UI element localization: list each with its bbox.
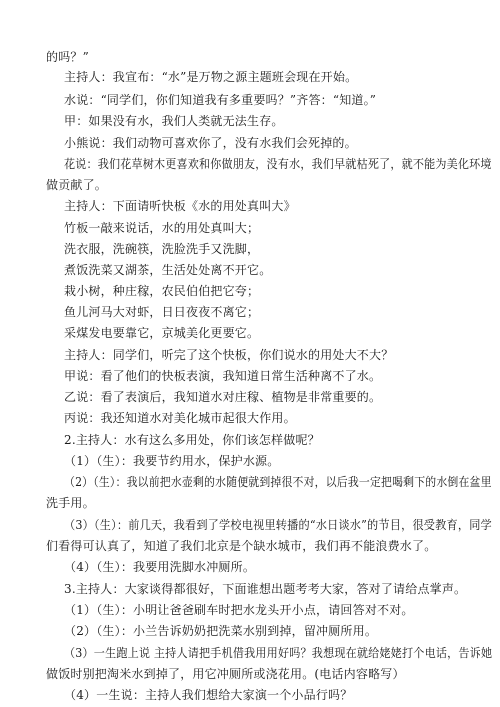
text-line: 2.主持人：水有这么多用处，你们该怎样做呢？ xyxy=(64,433,320,447)
text-line: （3）（生）：前几天，我看到了学校电视里转播的“水日谈水”的节目，很受教育，同学 xyxy=(64,518,492,532)
text-line: 的吗？” xyxy=(46,50,89,64)
text-line: 丙说：我还知道水对美化城市起很大作用。 xyxy=(64,411,296,425)
text-line: （3）一生跑上说 主持人请把手机借我用用好吗？我想现在就给姥姥打个电话，告诉她 xyxy=(64,646,493,660)
text-line: 栽小树，种庄稼，农民伯伯把它夸； xyxy=(64,284,260,298)
text-line: 洗手用。 xyxy=(46,496,95,510)
text-line: 小熊说：我们动物可喜欢你了，没有水我们会死掉的。 xyxy=(64,136,357,150)
text-line: 采煤发电要靠它，京城美化更要它。 xyxy=(64,326,260,340)
text-line: （4）（生）：我要用洗脚水冲厕所。 xyxy=(64,560,256,574)
text-line: 主持人：同学们，听完了这个快板，你们说水的用处大不大？ xyxy=(64,348,394,362)
text-line: 主持人：下面请听快板《水的用处真叫大》 xyxy=(64,199,296,213)
text-line: 竹板一敲来说话，水的用处真叫大； xyxy=(64,221,260,235)
text-line: 花说：我们花草树木更喜欢和你做朋友，没有水，我们早就枯死了，就不能为美化环境 xyxy=(64,157,492,171)
text-line: （1）（生）：小明让爸爸刷车时把水龙头开小点，请回答对不对。 xyxy=(64,603,414,617)
text-line: （2）（生）：小兰告诉奶奶把洗菜水别到掉，留冲厕所用。 xyxy=(64,624,378,638)
text-line: 甲说：看了他们的快板表演，我知道日常生活种离不了水。 xyxy=(64,369,382,383)
text-line: 们看得可认真了，知道了我们北京是个缺水城市，我们再不能浪费水了。 xyxy=(46,539,437,553)
text-line: 乙说：看了表演后，我知道水对庄稼、植物是非常重要的。 xyxy=(64,390,382,404)
text-line: 做贡献了。 xyxy=(46,178,108,192)
text-line: 水说：“同学们，你们知道我有多重要吗？”齐答：“知道。” xyxy=(64,93,377,107)
text-line: 做饭时别把淘米水到掉了，用它冲厕所或浇花用。(电话内容略写） xyxy=(46,667,405,681)
text-line: 甲：如果没有水，我们人类就无法生存。 xyxy=(64,114,284,128)
text-line: 洗衣服，洗碗筷，洗脸洗手又洗脚， xyxy=(64,242,260,256)
text-line: 煮饭洗菜又湖茶，生活处处离不开它。 xyxy=(64,263,272,277)
text-line: 鱼儿河马大对虾，日日夜夜不离它； xyxy=(64,305,260,319)
text-line: （2）（生）：我以前把水壶剩的水随便就到掉很不对，以后我一定把喝剩下的水倒在盆里 xyxy=(64,475,492,489)
text-line: 主持人：我宣布：“水”是万物之源主题班会现在开始。 xyxy=(64,70,358,84)
text-line: （4）一生说：主持人我们想给大家演一个小品行吗？ xyxy=(64,688,353,702)
text-line: 3.主持人：大家谈得都很好，下面谁想出题考考大家，答对了请给点掌声。 xyxy=(64,582,467,596)
text-line: （1）（生）：我要节约用水，保护水源。 xyxy=(64,454,280,468)
